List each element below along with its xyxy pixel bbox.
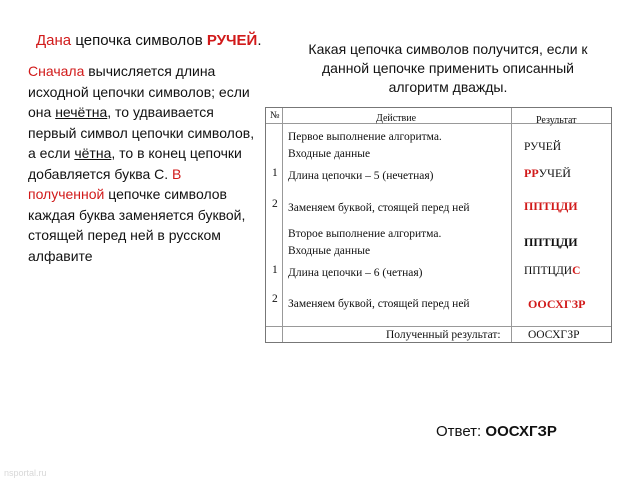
input2-value: ППТЦДИ xyxy=(524,235,578,249)
step-3-rest: ППТЦДИ xyxy=(524,265,573,277)
answer-value: ООСХГЗР xyxy=(485,423,557,440)
step-3-added: С xyxy=(572,265,581,277)
step-2-num: 2 xyxy=(272,198,278,210)
header-result: Результат xyxy=(536,115,577,126)
step-3-num: 1 xyxy=(272,264,278,276)
answer xyxy=(436,423,557,440)
solution-table xyxy=(265,107,612,343)
given-line xyxy=(36,32,261,49)
input2-label: Входные данные xyxy=(288,245,371,257)
row-divider-final xyxy=(266,326,611,327)
step-1-doubled: РР xyxy=(524,166,539,180)
step-3-result xyxy=(524,264,580,279)
step-2-result: ППТЦДИ xyxy=(524,199,578,213)
resulting-word: В полученной xyxy=(28,165,182,202)
step-4-action: Заменяем буквой, стоящей перед ней xyxy=(288,298,470,310)
given-text: цепочка символов xyxy=(75,32,203,49)
step-4-num: 2 xyxy=(272,293,278,305)
question-text: Какая цепочка символов получится, если к данной цепочке применить описанный алгоритм дважды. xyxy=(308,41,588,95)
input-label: Входные данные xyxy=(288,148,371,160)
algo-part-4: цепочке символов каждая буква заменяется буквой, стоящей перед ней в русском алфавите xyxy=(28,186,246,264)
watermark: nsportal.ru xyxy=(4,468,47,478)
given-word: Дана xyxy=(36,32,72,49)
algo-part-2: , то удваивается первый символ цепочки символов, а если xyxy=(28,104,255,161)
col-divider-2 xyxy=(511,108,512,342)
step-3-action: Длина цепочки – 6 (четная) xyxy=(288,267,423,279)
step-4-result: ООСХГЗР xyxy=(528,297,586,311)
final-label: Полученный результат: xyxy=(386,329,501,341)
algo-part-3: , то в конец цепочки добавляется буква С. xyxy=(28,145,242,182)
step-1-result xyxy=(524,166,571,181)
step-1-num: 1 xyxy=(272,167,278,179)
input-value: РУЧЕЙ xyxy=(524,141,562,153)
even-word: чётна xyxy=(74,145,112,161)
odd-word: нечётна xyxy=(55,104,108,120)
algorithm-text xyxy=(28,61,260,266)
step-2-action: Заменяем буквой, стоящей перед ней xyxy=(288,202,470,214)
given-dot: . xyxy=(257,32,262,49)
first-pass-label: Первое выполнение алгоритма. xyxy=(288,131,442,143)
first-word: Сначала xyxy=(28,63,85,79)
answer-label: Ответ: xyxy=(436,423,482,440)
col-divider-1 xyxy=(282,108,283,342)
step-1-action: Длина цепочки – 5 (нечетная) xyxy=(288,170,434,182)
algo-part-1: вычисляется длина исходной цепочки символов; если она xyxy=(28,63,250,120)
given-string: РУЧЕЙ xyxy=(206,32,258,49)
header-num: № xyxy=(270,110,280,121)
step-1-rest: УЧЕЙ xyxy=(538,166,571,180)
header-action: Действие xyxy=(376,113,417,124)
second-pass-label: Второе выполнение алгоритма. xyxy=(288,228,442,240)
final-value: ООСХГЗР xyxy=(528,329,580,341)
